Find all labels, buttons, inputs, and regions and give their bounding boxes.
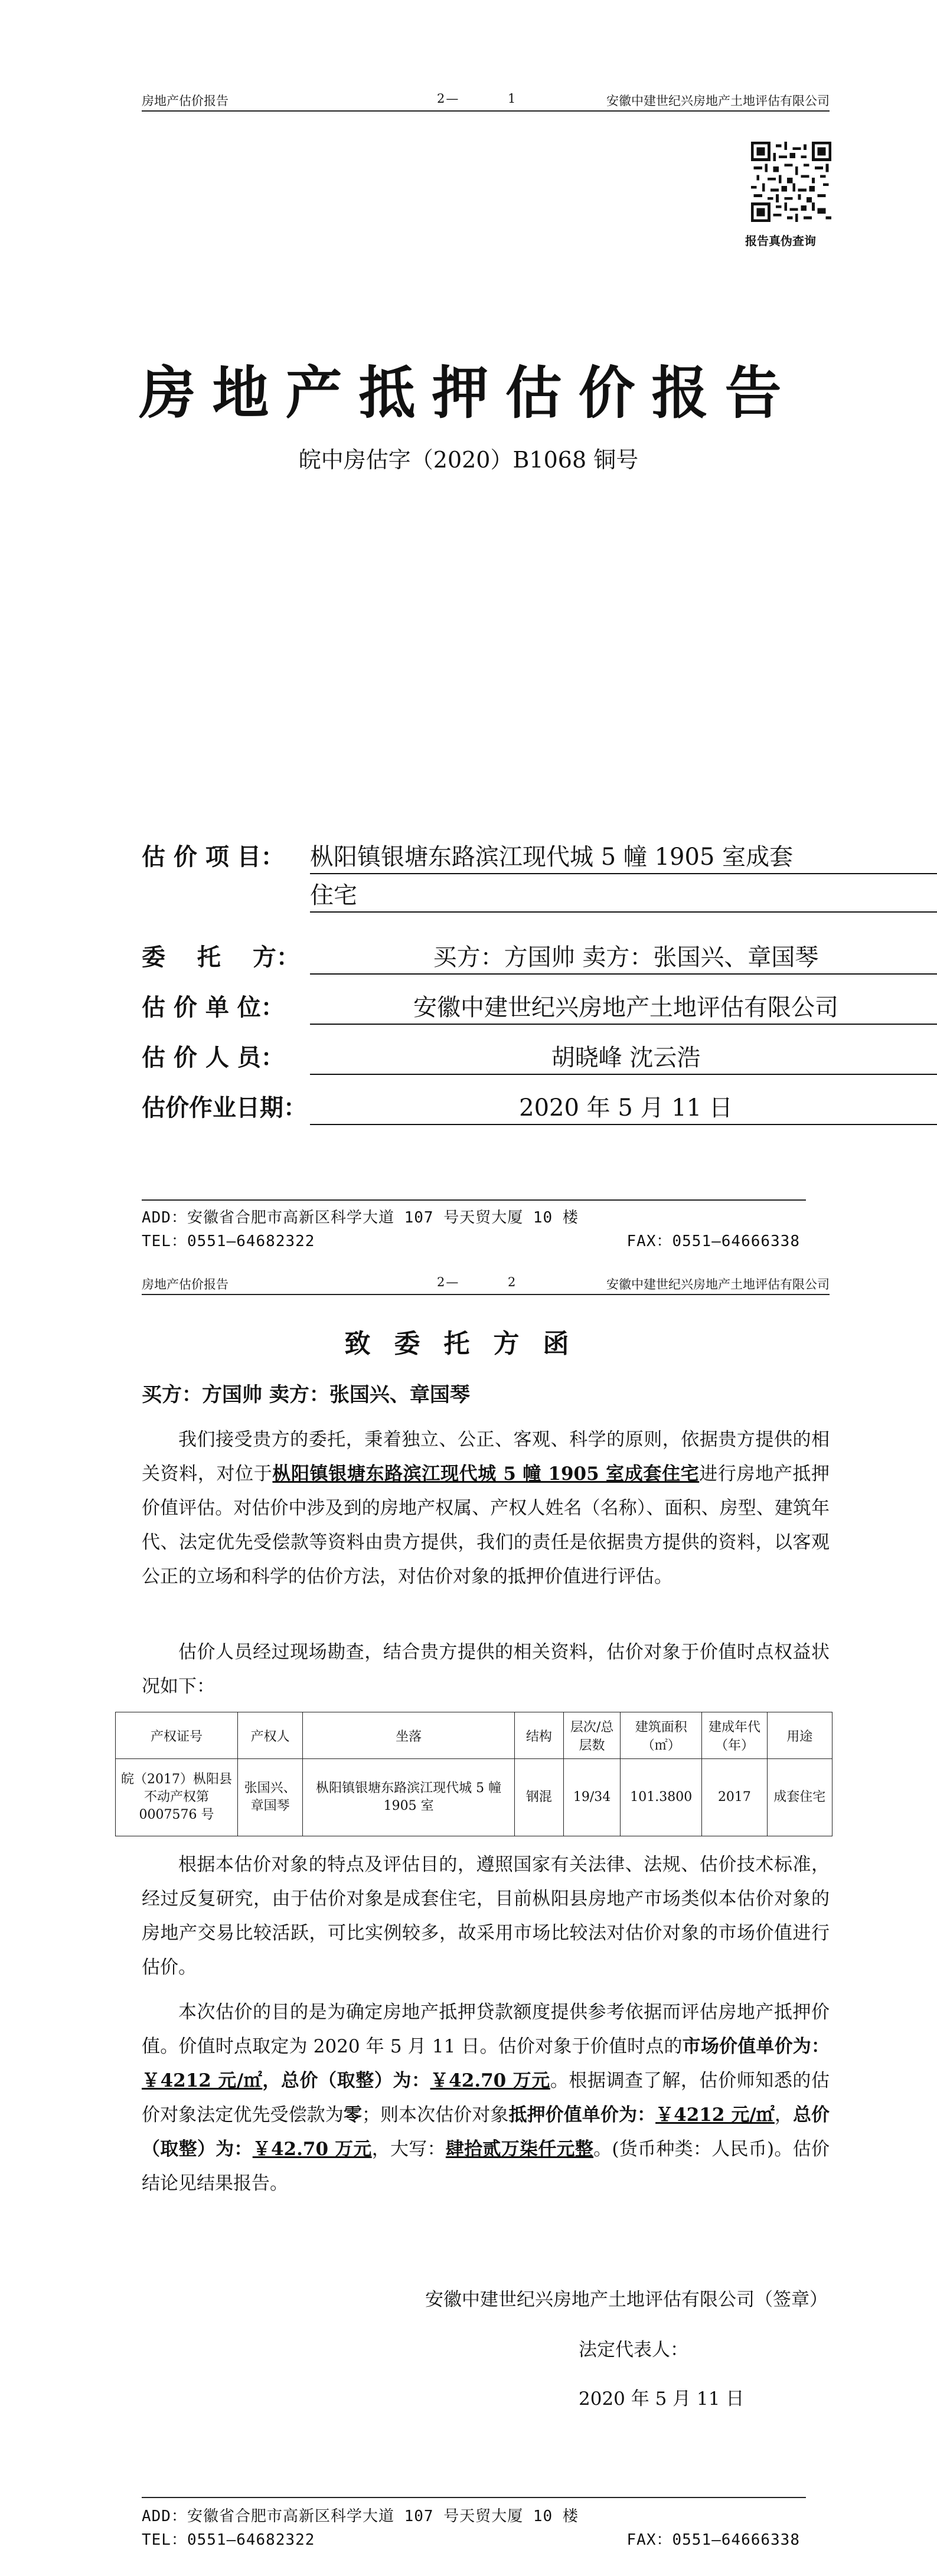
market-unit-label: 市场价值单价为： [682, 2036, 830, 2057]
footer-divider [142, 2497, 806, 2498]
page-header [142, 91, 830, 112]
report-cover-page [0, 0, 937, 1275]
table-cell: 101.3800 [621, 1759, 702, 1836]
market-unit-price: ￥4212 元/㎡ [142, 2070, 263, 2091]
text: 。根据调查了解，估价师知悉的估价对象法定优先受偿款为 [142, 2070, 830, 2126]
text: 。(货币种类：人民币)。估价结论见结果报告。 [142, 2139, 830, 2194]
field-label: 估 价 项 目： [142, 844, 285, 871]
qr-code[interactable] [751, 142, 831, 222]
table-row [116, 1759, 832, 1836]
footer-fax: FAX：0551—64666338 [626, 1233, 800, 1250]
header-page-number: 2 [508, 1275, 516, 1289]
letter-paragraph-4 [142, 1995, 830, 2201]
mortgage-total-price: ￥42.70 万元 [252, 2139, 372, 2160]
footer-tel: TEL：0551—64682322 [142, 1233, 315, 1250]
header-right: 安徽中建世纪兴房地产土地评估有限公司 [606, 1277, 830, 1292]
field-label: 估价作业日期： [142, 1094, 307, 1122]
col-header: 结构 [514, 1712, 563, 1759]
field-value: 买方：方国帅 卖方：张国兴、章国琴 [310, 939, 937, 975]
col-header: 产权证号 [116, 1712, 238, 1759]
signature-company: 安徽中建世纪兴房地产土地评估有限公司（签章） [425, 2289, 828, 2310]
text: ，大写： [371, 2139, 446, 2160]
qr-caption: 报告真伪查询 [745, 234, 816, 248]
mortgage-unit-label: 抵押价值单价为： [508, 2104, 656, 2126]
letter-page [0, 1275, 937, 2576]
header-left: 房地产估价报告 [142, 1277, 228, 1292]
table-cell: 成套住宅 [767, 1759, 832, 1836]
field-value: 枞阳镇银塘东路滨江现代城 5 幢 1905 室成套 [310, 838, 937, 874]
header-right: 安徽中建世纪兴房地产土地评估有限公司 [606, 94, 830, 108]
footer-divider [142, 1199, 806, 1201]
text: ， [774, 2104, 793, 2126]
text: 我们接受贵方的委托，秉着独立、公正、客观、科学的原则，依据贵方提供的相关资料，对位于 [142, 1429, 830, 1485]
field-value: 2020 年 5 月 11 日 [310, 1089, 937, 1125]
table-cell: 2017 [702, 1759, 767, 1836]
mortgage-total-label: 总价（取整）为： [142, 2104, 830, 2160]
table-cell: 张国兴、章国琴 [237, 1759, 302, 1836]
signature-date: 2020 年 5 月 11 日 [579, 2388, 745, 2410]
field-label: 委 托 方： [142, 944, 300, 971]
col-header: 用途 [767, 1712, 832, 1759]
letter-addressee: 买方：方国帅 卖方：张国兴、章国琴 [142, 1383, 470, 1407]
footer-contact [142, 2528, 800, 2549]
field-value: 安徽中建世纪兴房地产土地评估有限公司 [310, 989, 937, 1025]
document-number: 皖中房估字（2020）B1068 铜号 [298, 447, 639, 473]
footer-tel: TEL：0551—64682322 [142, 2531, 315, 2549]
priority-claim: 零 [343, 2104, 362, 2126]
table-header-row [116, 1712, 832, 1759]
report-title: 房地产抵押估价报告 [139, 360, 798, 426]
header-page-number: 1 [508, 91, 516, 106]
table-cell: 19/34 [563, 1759, 621, 1836]
footer-address: ADD：安徽省合肥市高新区科学大道 107 号天贸大厦 10 楼 [142, 1209, 579, 1227]
letter-paragraph-1 [142, 1423, 830, 1594]
footer-address: ADD：安徽省合肥市高新区科学大道 107 号天贸大厦 10 楼 [142, 2508, 579, 2525]
col-header: 产权人 [237, 1712, 302, 1759]
field-value-continued: 住宅 [310, 877, 937, 913]
footer-fax: FAX：0551—64666338 [626, 2531, 800, 2549]
page-header [142, 1275, 830, 1295]
col-header: 坐落 [303, 1712, 515, 1759]
table-cell: 枞阳镇银塘东路滨江现代城 5 幢 1905 室 [303, 1759, 515, 1836]
table-cell: 皖（2017）枞阳县不动产权第0007576 号 [116, 1759, 238, 1836]
text: 进行房地产抵押价值评估。对估价中涉及到的房地产权属、产权人姓名（名称）、面积、房型、建筑年代、法定优先受偿款等资料由贵方提供，我们的责任是依据贵方提供的资料，以客观公正的立场和科学的估价方法，对估价对象的抵押价值进行评估。 [142, 1463, 830, 1587]
field-value: 胡晓峰 沈云浩 [310, 1039, 937, 1075]
property-location: 枞阳镇银塘东路滨江现代城 5 幢 1905 室成套住宅 [272, 1463, 700, 1485]
header-left: 房地产估价报告 [142, 94, 228, 108]
mortgage-unit-price: ￥4212 元/㎡ [655, 2104, 775, 2126]
text: 本次估价的目的是为确定房地产抵押贷款额度提供参考依据而评估房地产抵押价值。价值时点取定为 2020 年 5 月 11 日。估价对象于价值时点的 [142, 2002, 830, 2057]
col-header: 层次/总层数 [563, 1712, 621, 1759]
amount-in-words: 肆拾贰万柒仟元整 [445, 2139, 594, 2160]
letter-paragraph-2: 估价人员经过现场勘查，结合贵方提供的相关资料，估价对象于价值时点权益状况如下： [142, 1642, 830, 1697]
col-header: 建成年代（年） [702, 1712, 767, 1759]
market-total-label: ，总价（取整）为： [262, 2070, 430, 2091]
header-page-prefix: 2— [437, 91, 460, 106]
header-page-prefix: 2— [437, 1275, 460, 1289]
col-header: 建筑面积（㎡） [621, 1712, 702, 1759]
market-total-price: ￥42.70 万元 [430, 2070, 550, 2091]
field-label: 估 价 单 位： [142, 994, 285, 1021]
letter-paragraph-3: 根据本估价对象的特点及评估目的，遵照国家有关法律、法规、估价技术标准，经过反复研究，由于估价对象是成套住宅，目前枞阳县房地产市场类似本估价对象的房地产交易比较活跃，可比实例较多，故采用市场比较法对估价对象的市场价值进行估价。 [142, 1854, 830, 1978]
letter-title: 致委托方函 [344, 1329, 593, 1359]
table-cell: 钢混 [514, 1759, 563, 1836]
rights-table [115, 1712, 832, 1836]
field-label: 估 价 人 员： [142, 1044, 285, 1071]
footer-contact [142, 1229, 800, 1251]
text: ；则本次估价对象 [361, 2104, 509, 2126]
signature-legal-rep: 法定代表人： [579, 2339, 688, 2361]
